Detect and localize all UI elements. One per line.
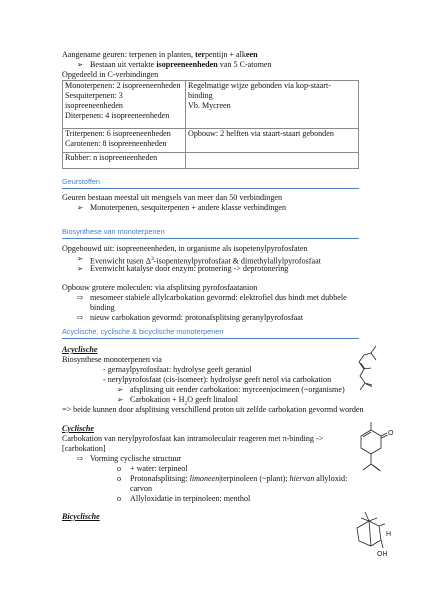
section-heading-monoterpenen: Acyclische, cyclische & bicyclische monoterpenen [62,327,224,336]
circle-bullet-icon: o [117,464,122,473]
hydrogen-h-label: H [386,531,392,538]
section-heading-biosynthese: Biosynthese van monoterpenen [62,227,165,236]
bio-sub-1a: mesomeer stabiele allylcarbokation gevormd: elektrofiel dus bindt met dubbele [90,293,347,302]
terpene-class-table [62,80,359,169]
bullet-arrow-icon: ➢ [77,60,84,69]
geur-line-1: Geuren bestaan meestal uit mengsels van meer dan 50 verbindingen [62,193,283,202]
bullet-arrow-icon: ➢ [117,395,124,404]
bio-line-1: Opgebouwd uit: isopreeneenheden, in organisme als isopetenylpyrofosfaten [62,244,308,253]
bio-line-2: Opbouw grotere moleculen: via afsplitsing pyrofosfaatanion [62,283,258,292]
hollow-arrow-icon: ⇨ [77,293,84,302]
cyc-item-3: Allyloxidatie in terpinoleen: menthol [130,494,251,503]
myrcene-structure-image [338,342,394,398]
cyc-item-2b: carvon [130,484,153,493]
carvone-structure-image [345,418,401,490]
cyc-line-1: Carbokation van nerylpyrofosfaat kan intramoleculair reageren met π-binding -> [62,434,324,443]
bio-sub-1b: binding [90,303,115,312]
table-cell: Monoterpenen: 2 isopreeneenheden Sesquiterpenen: 3 isopreeneenheden Diterpenen: 4 isopreeneenheden [63,81,186,129]
bio-bullet-2: Evenwicht katalyse door enzym: protnering -> deprotonering [90,264,289,273]
bio-bullet-1: Evenwicht tusen $\Delta^3$-isopentenylpyrofosfaat & dimethylallylpyrofosfaat [90,256,321,266]
cyc-sub-1: Vorming cyclische structuur [90,454,182,463]
subsection-title-acyclische: Acyclische [62,345,98,354]
hollow-arrow-icon: ⇨ [77,313,84,322]
cyc-line-2: [carbokation] [62,444,106,453]
heading-underline [62,188,359,189]
intro-bullet-1: Bestaan uit vertakte isopreeneenheden van 5 C-atomen [90,60,272,69]
table-cell [186,153,359,169]
acyc-dash-2: - nerylpyrofosfaat (cis-isomeer): hydrolyse geeft nerol via carbokation [103,375,332,384]
acyc-bullet-1: afsplitsing uit eender carbokation: myrceen|ocimeen (~organisme) [130,385,345,394]
bullet-arrow-icon: ➢ [117,385,124,394]
heading-underline [62,338,359,339]
acyc-bullet-2: Carbokation + $H_2O$ geeft linalool [130,395,239,407]
geur-bullet-1: Monoterpenen, sesquiterpenen + andere klasse verbindingen [90,203,287,212]
acyc-line-1: Biosynthese monoterpenen via [62,355,162,364]
intro-line-1: Aangename geuren: terpenen in planten, terpentijn + alkeen [62,50,258,59]
ketone-o-label: O [388,430,394,437]
table-cell: Rubber: n isopreeneenheden [63,153,186,169]
bio-sub-2: nieuw carbokation gevormd: protonafsplitsing geranylpyrofosfaat [90,313,304,322]
subsection-title-bicyclische: Bicyclische [62,512,100,521]
borneol-structure-image [343,508,403,560]
circle-bullet-icon: o [117,494,122,503]
hydroxyl-oh-label: OH [377,551,388,558]
circle-bullet-icon: o [117,474,122,483]
section-heading-geurstoffen: Geurstoffen [62,177,100,186]
hollow-arrow-icon: ⇨ [77,454,84,463]
acyc-dash-1: - gernaylpyrofosfaat: hydrolyse geeft geraniol [103,365,252,374]
cyc-item-2: Protonafsplitsing: limoneen|terpinoleen (~plant); hiervan allyloxid: [130,474,348,483]
subsection-title-cyclische: Cyclische [62,424,94,433]
bullet-arrow-icon: ➢ [77,254,84,263]
intro-line-2: Opgedeeld in C-verbindingen [62,70,159,79]
table-cell: Opbouw: 2 helften via staart-staart gebonden [186,129,359,153]
bullet-arrow-icon: ➢ [77,203,84,212]
bullet-arrow-icon: ➢ [77,264,84,273]
heading-underline [62,238,359,239]
table-cell: Triterpenen: 6 isopreeneenheden Carotenen: 8 isopreeneenheden [63,129,186,153]
cyc-item-1: + water: terpineol [130,464,188,473]
table-cell: Regelmatige wijze gebonden via kop-staart- binding Vb. Mycreen [186,81,359,129]
acyc-line-2: => beide kunnen door afsplitsing verschillend proton uit zelfde carbokation gevormd worden [62,405,364,414]
